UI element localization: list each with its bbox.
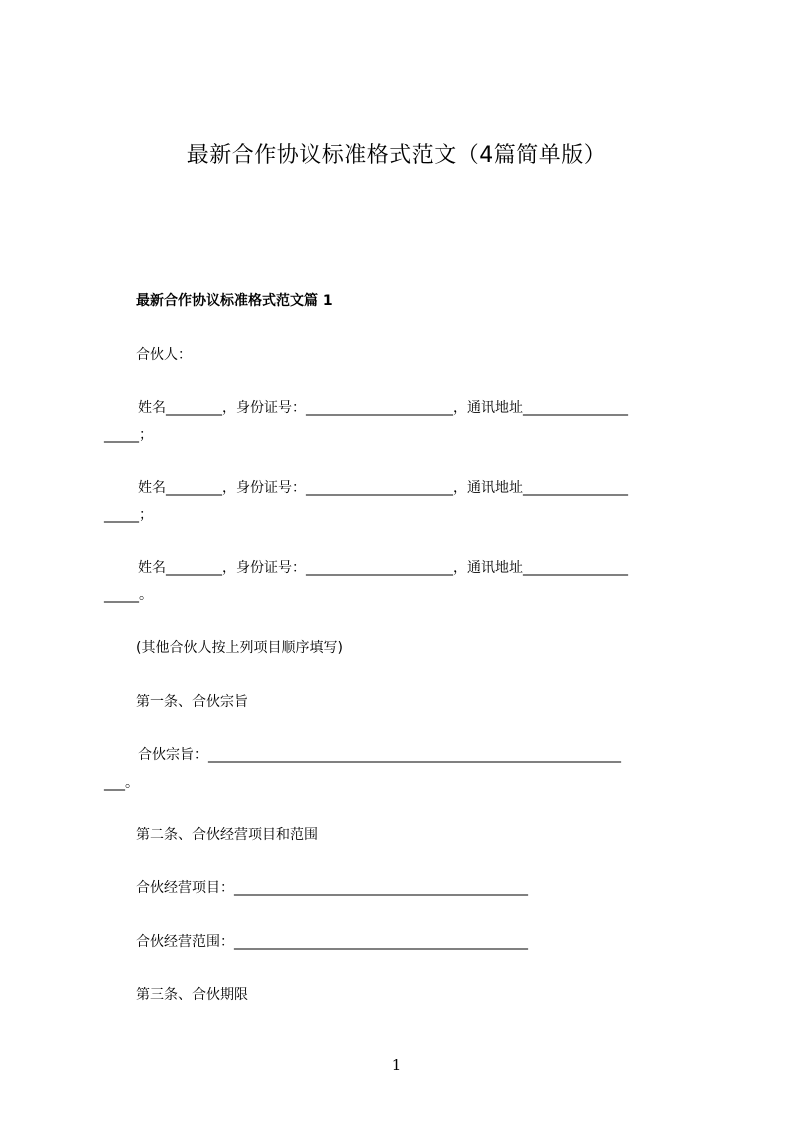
partner-row-1: 姓名________，身份证号：_____________________，通讯地址_______________ [138,400,628,416]
page-number: 1 [391,1056,402,1074]
partner-row-2: 姓名________，身份证号：_____________________，通讯地址_______________ [138,480,628,496]
article-2-project-field: 合伙经营项目：__________________________________________ [136,880,528,896]
partner-row-3-continuation: _____。 [104,587,153,603]
partner-row-3: 姓名________，身份证号：_____________________，通讯地址_______________ [138,560,628,576]
section-heading: 最新合作协议标准格式范文篇 1 [136,293,333,309]
partner-row-2-continuation: _____； [104,507,153,523]
article-3-heading: 第三条、合伙期限 [136,987,248,1003]
article-1-heading: 第一条、合伙宗旨 [136,694,248,710]
partners-label: 合伙人： [136,347,192,363]
article-2-heading: 第二条、合伙经营项目和范围 [136,827,318,843]
article-1-purpose-field: 合伙宗旨：___________________________________________________________ [138,747,621,763]
other-partners-note: (其他合伙人按上列项目顺序填写) [136,640,343,656]
partner-row-1-continuation: _____； [104,427,153,443]
article-1-purpose-continuation: ___。 [104,775,139,791]
article-2-scope-field: 合伙经营范围：__________________________________________ [136,934,528,950]
document-title: 最新合作协议标准格式范文（4篇简单版） [186,143,607,168]
